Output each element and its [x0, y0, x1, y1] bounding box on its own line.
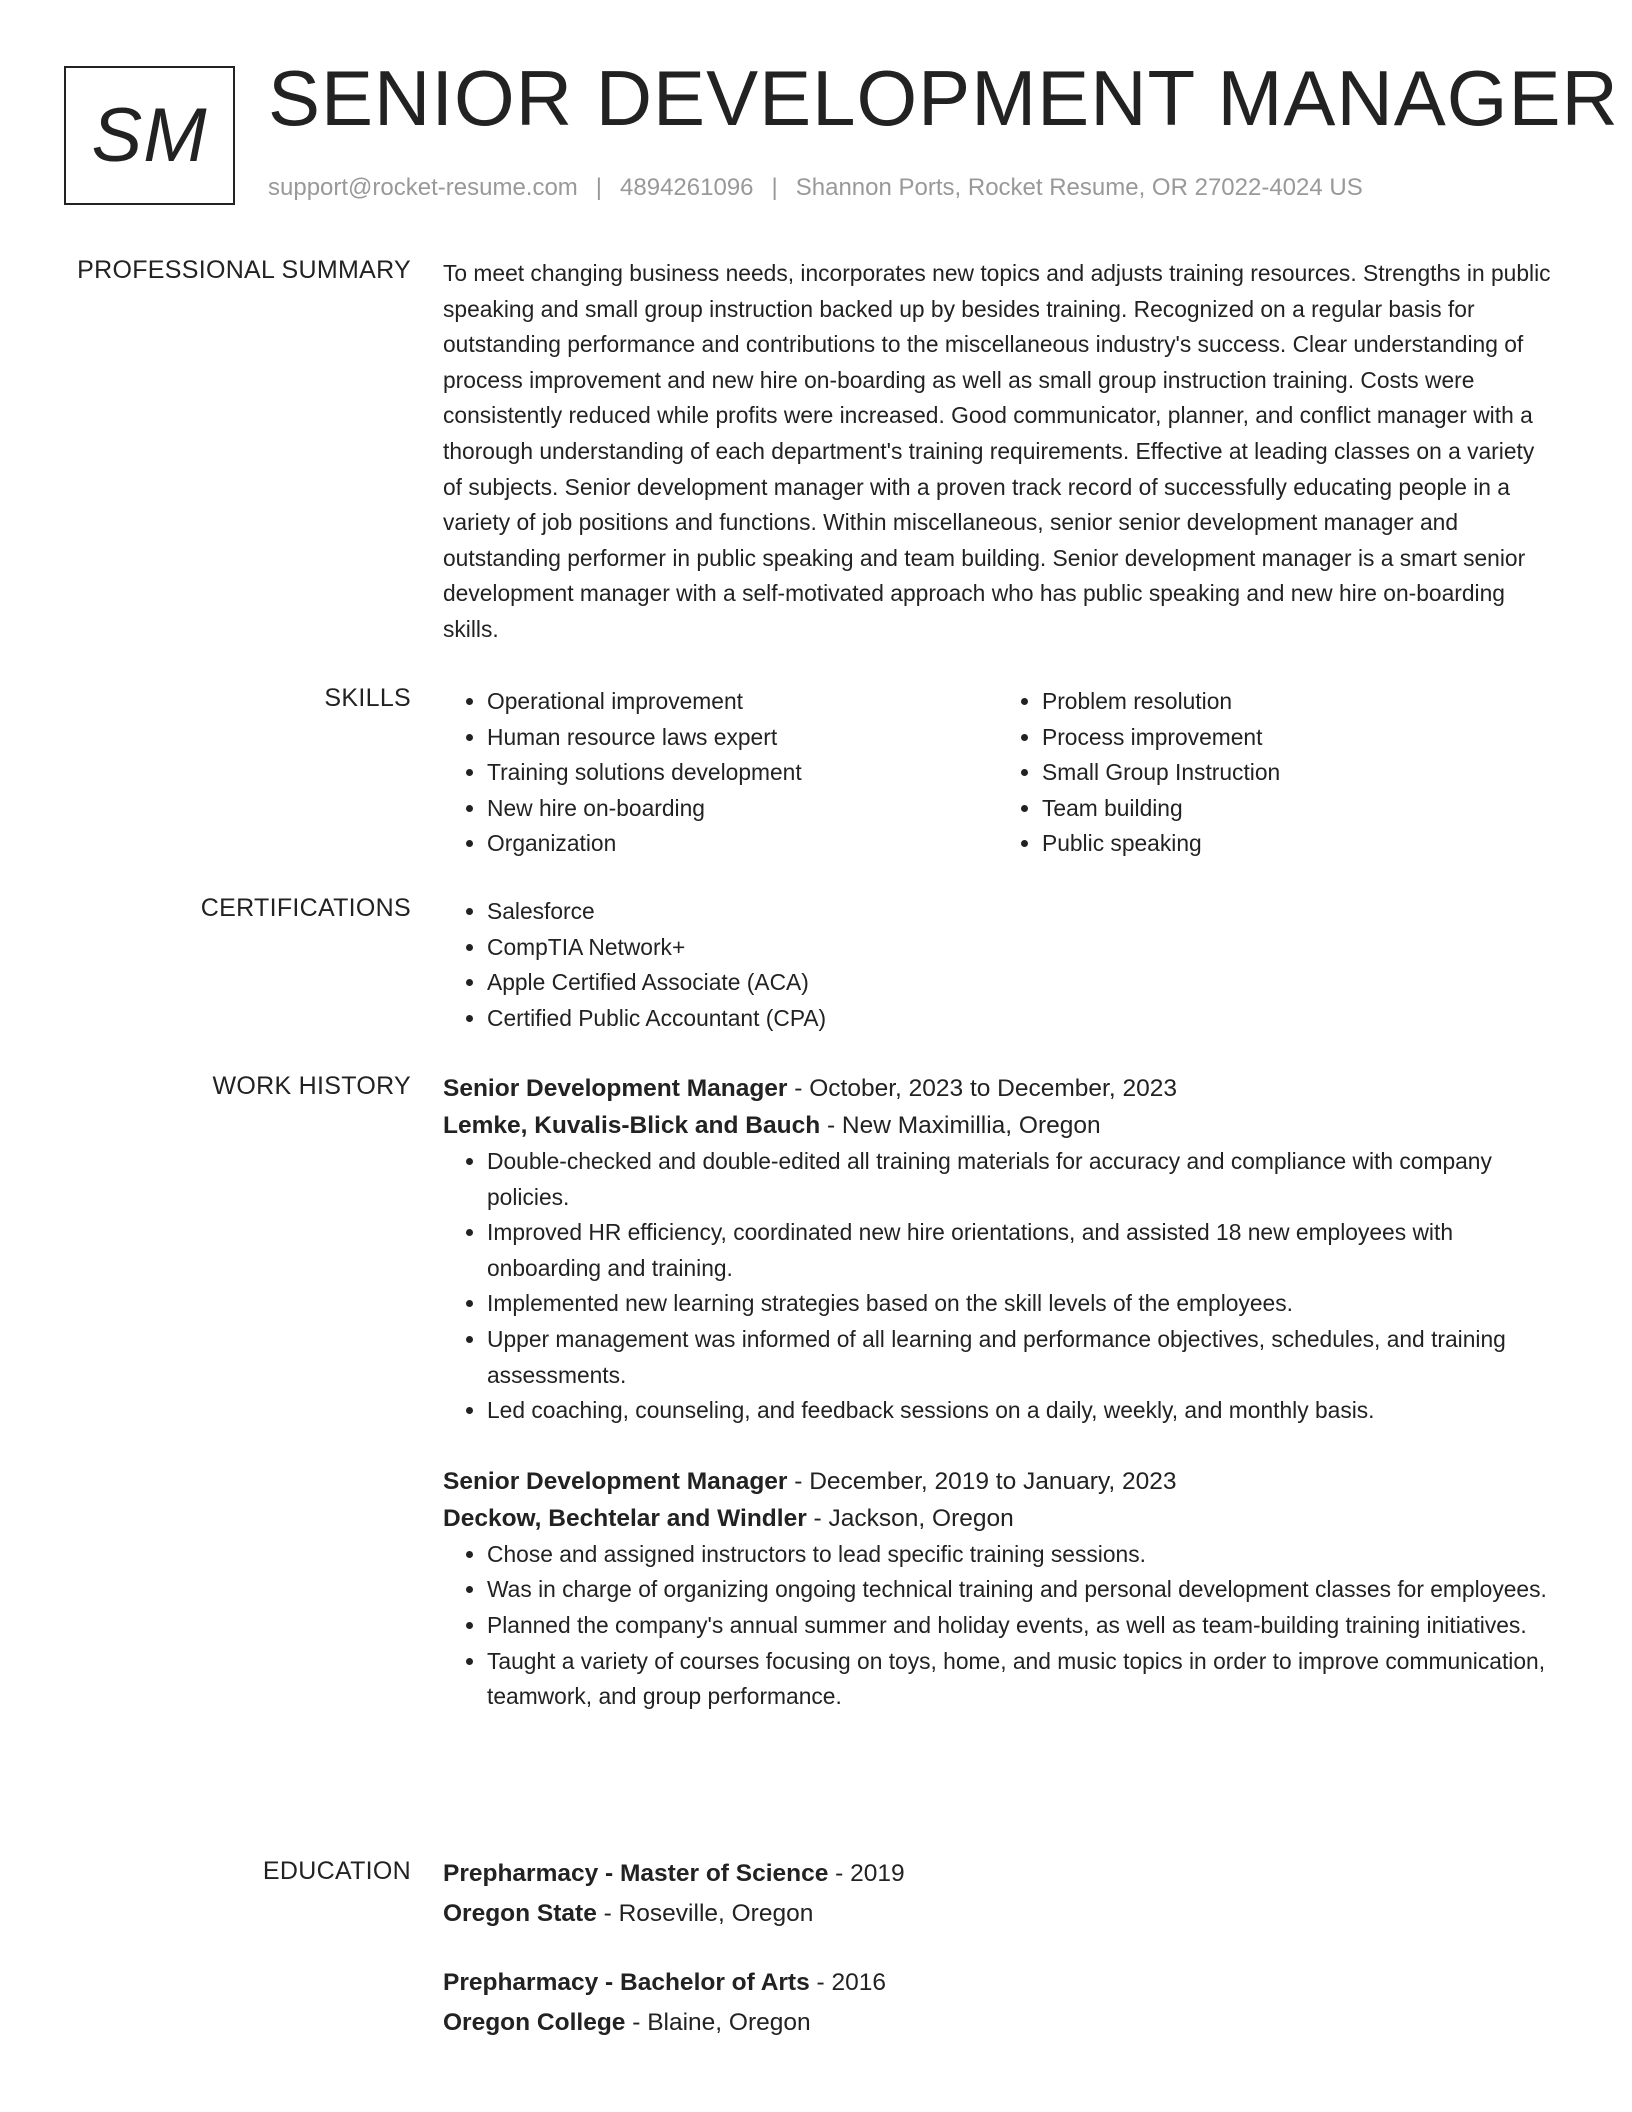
job-location: - New Maximillia, Oregon: [820, 1112, 1101, 1139]
education-entry: [443, 1854, 1553, 1934]
job-bullet: • Taught a variety of courses focusing on toys, home, and music topics in order to improve communication, teamwork, and group performance.: [487, 1644, 1553, 1715]
certification-item: • Apple Certified Associate (ACA): [487, 965, 1553, 1001]
education-entry: [443, 1963, 1553, 2043]
job-bullet: • Double-checked and double-edited all training materials for accuracy and compliance with company policies.: [487, 1144, 1553, 1215]
section-label-skills: SKILLS: [324, 684, 411, 712]
contact-line: [268, 174, 1363, 202]
education-degree: Prepharmacy - Bachelor of Arts: [443, 1969, 810, 1996]
skill-item: • Small Group Instruction: [1042, 755, 1553, 791]
skills-grid: [443, 684, 1553, 862]
contact-phone[interactable]: 4894261096: [620, 174, 754, 201]
certification-item: • CompTIA Network+: [487, 930, 1553, 966]
work-history-body: [443, 1070, 1553, 1715]
section-label-summary: PROFESSIONAL SUMMARY: [77, 256, 411, 284]
education-year: - 2019: [828, 1860, 905, 1887]
job-dates: - December, 2019 to January, 2023: [787, 1467, 1177, 1495]
resume-name: SENIOR DEVELOPMENT MANAGER: [268, 54, 1619, 142]
job-bullet: • Led coaching, counseling, and feedback sessions on a daily, weekly, and monthly basis.: [487, 1393, 1553, 1429]
job-title: Senior Development Manager: [443, 1467, 788, 1495]
contact-address: Shannon Ports, Rocket Resume, OR 27022-4024 US: [795, 174, 1363, 201]
education-location: - Roseville, Oregon: [596, 1900, 814, 1927]
education-year: - 2016: [809, 1969, 886, 1996]
job-dates: - October, 2023 to December, 2023: [787, 1075, 1177, 1102]
education-school-line: [443, 1894, 1553, 1934]
job-bullet: • Was in charge of organizing ongoing technical training and personal development classes for employees.: [487, 1572, 1553, 1608]
job-company: Deckow, Bechtelar and Windler: [443, 1504, 807, 1532]
job-location: - Jackson, Oregon: [806, 1504, 1014, 1532]
job-title-line: [443, 1463, 1553, 1500]
skill-item: • Problem resolution: [1042, 684, 1553, 720]
job-bullet: • Implemented new learning strategies based on the skill levels of the employees.: [487, 1286, 1553, 1322]
job-bullet: • Improved HR efficiency, coordinated new hire orientations, and assisted 18 new employees with onboarding and training.: [487, 1215, 1553, 1286]
skill-item: • Process improvement: [1042, 720, 1553, 756]
contact-separator: |: [595, 174, 603, 201]
education-school-line: [443, 2003, 1553, 2043]
job-bullet: • Upper management was informed of all learning and performance objectives, schedules, and training assessments.: [487, 1322, 1553, 1393]
skill-item: • New hire on-boarding: [487, 791, 998, 827]
skill-item: • Organization: [487, 826, 998, 862]
job-title: Senior Development Manager: [443, 1075, 788, 1102]
education-body: [443, 1854, 1553, 2043]
job-bullet: • Planned the company's annual summer and holiday events, as well as team-building training initiatives.: [487, 1608, 1553, 1644]
monogram-logo: SM: [64, 66, 235, 205]
education-location: - Blaine, Oregon: [625, 2009, 811, 2036]
contact-separator: |: [771, 174, 778, 201]
summary-body: [443, 256, 1553, 648]
job-title-line: [443, 1070, 1553, 1107]
job-company-line: [443, 1107, 1553, 1144]
section-label-certifications: CERTIFICATIONS: [200, 894, 411, 922]
education-school: Oregon State: [443, 1900, 597, 1927]
contact-email[interactable]: support@rocket-resume.com: [268, 174, 578, 201]
job-company: Lemke, Kuvalis-Blick and Bauch: [443, 1112, 821, 1139]
education-degree: Prepharmacy - Master of Science: [443, 1860, 829, 1887]
summary-text: To meet changing business needs, incorporates new topics and adjusts training resources. Strengths in public speaking and small group instruction backed up by besides training. Recognized on a regular basis for outstanding performance and contributions to the miscellaneous industry's success. Clear understanding of process improvement and new hire on-boarding as well as small group instruction training. Costs were consistently reduced while profits were increased. Good communicator, planner, and conflict manager with a thorough understanding of each department's training requirements. Effective at leading classes on a variety of subjects. Senior development manager with a proven track record of successfully educating people in a variety of job positions and functions. Within miscellaneous, senior senior development manager and outstanding performer in public speaking and team building. Senior development manager is a smart senior development manager with a self-motivated approach who has public speaking and new hire on-boarding skills.: [443, 260, 1551, 642]
certification-item: • Certified Public Accountant (CPA): [487, 1001, 1553, 1037]
certifications-list: [443, 894, 1553, 1036]
skill-item: • Training solutions development: [487, 755, 998, 791]
skill-item: • Public speaking: [1042, 826, 1553, 862]
section-label-education: EDUCATION: [262, 1857, 411, 1885]
job-company-line: [443, 1500, 1553, 1537]
education-degree-line: [443, 1963, 1553, 2003]
job-bullet-list: [443, 1144, 1553, 1429]
education-school: Oregon College: [443, 2009, 626, 2036]
job-entry: [443, 1070, 1553, 1429]
job-bullet-list: [443, 1537, 1553, 1715]
certifications-body: [443, 894, 1553, 1036]
skills-list-right: [998, 684, 1553, 862]
job-bullet: • Chose and assigned instructors to lead specific training sessions.: [487, 1537, 1553, 1573]
job-entry: [443, 1463, 1553, 1715]
skill-item: • Human resource laws expert: [487, 720, 998, 756]
skills-list-left: [443, 684, 998, 862]
skills-body: [443, 684, 1553, 862]
section-label-work-history: WORK HISTORY: [212, 1072, 411, 1100]
skill-item: • Operational improvement: [487, 684, 998, 720]
skill-item: • Team building: [1042, 791, 1553, 827]
education-degree-line: [443, 1854, 1553, 1894]
certification-item: • Salesforce: [487, 894, 1553, 930]
